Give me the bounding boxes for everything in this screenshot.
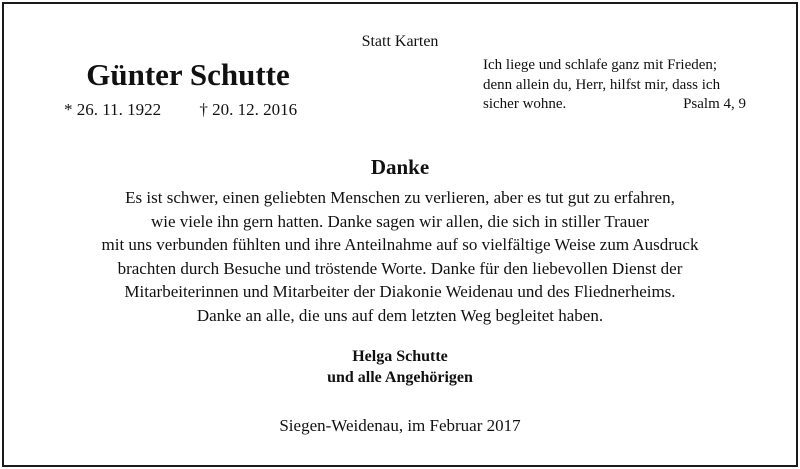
death-date: † 20. 12. 2016 (199, 100, 298, 119)
signer-primary: Helga Schutte (352, 348, 448, 365)
thanks-line-6: Danke an alle, die uns auf dem letzten Weg begleitet haben. (196, 305, 604, 325)
signer-secondary: und alle Angehörigen (327, 369, 473, 386)
obituary-notice (2, 2, 798, 467)
thanks-line-2: wie viele ihn gern hatten. Danke sagen wir allen, die sich in stiller Trauer (150, 211, 650, 231)
quote-source: Psalm 4, 9 (683, 96, 746, 112)
thanks-line-1: Es ist schwer, einen geliebten Menschen zu verlieren, aber es tut gut zu erfahren, (125, 188, 675, 207)
quote-line-1: Ich liege und schlafe ganz mit Frieden; (483, 57, 718, 73)
quote-last-line: sicher wohne. (483, 96, 567, 112)
bible-quote (483, 56, 746, 115)
signers (4, 346, 796, 388)
quote-line-2: denn allein du, Herr, hilfst mir, dass ich (483, 76, 721, 93)
birth-date: * 26. 11. 1922 (64, 100, 162, 119)
thanks-title: Danke (370, 155, 430, 179)
quote-line-3 (483, 95, 746, 115)
thanks-line-3: mit uns verbunden fühlten und ihre Anteilnahme auf so vielfältige Weise zum Ausdruck (101, 235, 699, 255)
thanks-text (4, 186, 796, 328)
header-note: Statt Karten (361, 33, 439, 50)
life-dates (64, 99, 297, 121)
place-date: Siegen-Weidenau, im Februar 2017 (279, 416, 521, 435)
thanks-line-5: Mitarbeiterinnen und Mitarbeiter der Diakonie Weidenau und des Fliednerheims. (124, 282, 676, 302)
deceased-name: Günter Schutte (86, 57, 290, 92)
thanks-line-4: brachten durch Besuche und tröstende Worte. Danke für den liebevollen Dienst der (117, 258, 683, 278)
